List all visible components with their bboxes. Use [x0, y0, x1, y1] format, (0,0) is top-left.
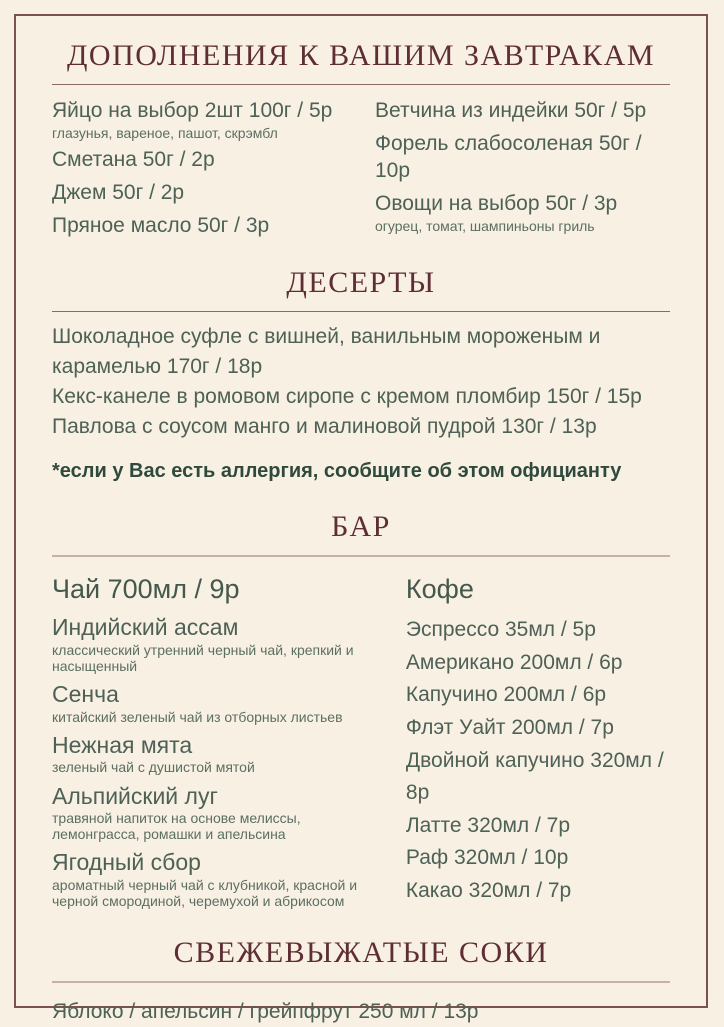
item-name: Пряное масло 50г / 3р	[52, 213, 270, 237]
breakfast-right-column	[375, 97, 670, 239]
section-divider	[52, 981, 670, 983]
item-description: классический утренний черный чай, крепкий и насыщенный	[52, 641, 354, 675]
section-divider	[52, 311, 670, 312]
allergy-note: *если у Вас есть аллергия, сообщите об этом официанту	[52, 459, 622, 482]
item-description: ароматный черный чай с клубникой, красной и черной смородиной, черемухой и абрикосом	[52, 876, 358, 910]
bar-columns	[52, 573, 670, 909]
section-divider	[52, 555, 670, 557]
section-bar	[52, 509, 670, 909]
menu-item	[52, 614, 392, 674]
item-name: Нежная мята	[52, 731, 193, 758]
tea-heading: Чай 700мл / 9р	[52, 573, 240, 604]
section-breakfast-additions	[52, 38, 670, 239]
section-juices	[52, 935, 670, 1026]
menu-item	[52, 783, 392, 843]
section-desserts	[52, 265, 670, 482]
section-title-breakfast-additions: ДОПОЛНЕНИЯ К ВАШИМ ЗАВТРАКАМ	[66, 39, 656, 72]
menu-item: Павлова с соусом манго и малиновой пудрой 130г / 13р	[52, 414, 597, 438]
section-title-desserts: ДЕСЕРТЫ	[286, 266, 436, 300]
menu-item: Американо 200мл / 6р	[405, 650, 623, 674]
menu-item: Двойной капучино 320мл / 8р	[405, 748, 664, 805]
section-divider	[52, 84, 670, 85]
section-title-bar: БАР	[331, 509, 391, 543]
item-description: огурец, томат, шампиньоны гриль	[375, 217, 595, 234]
menu-item	[52, 849, 392, 909]
item-name: Джем 50г / 2р	[52, 180, 185, 204]
dessert-items	[52, 322, 670, 441]
item-name: Форель слабосоленая 50г / 10р	[375, 131, 642, 183]
menu-item	[52, 681, 392, 725]
item-name: Сенча	[52, 681, 119, 708]
item-name: Яйцо на выбор 2шт 100г / 5р	[52, 99, 333, 122]
menu-item	[52, 97, 361, 141]
menu-item: Эспрессо 35мл / 5р	[405, 618, 596, 642]
section-title-juices: СВЕЖЕВЫЖАТЫЕ СОКИ	[173, 936, 549, 970]
coffee-heading: Кофе	[405, 573, 474, 604]
breakfast-columns	[52, 97, 670, 239]
item-name: Ветчина из индейки 50г / 5р	[375, 99, 647, 122]
breakfast-left-column	[52, 97, 361, 239]
item-name: Альпийский луг	[52, 782, 218, 809]
item-description: травяной напиток на основе мелиссы, лемонграсса, ромашки и апельсина	[52, 810, 301, 843]
tea-column	[52, 573, 392, 909]
menu-item	[52, 179, 361, 207]
menu-item	[52, 732, 392, 776]
item-name: Ягодный сбор	[52, 849, 201, 876]
item-name: Овощи на выбор 50г / 3р	[375, 192, 618, 216]
menu-item: Кекс-канеле в ромовом сиропе с кремом пломбир 150г / 15р	[52, 385, 642, 409]
menu-item	[52, 146, 361, 174]
menu-content	[14, 14, 708, 1024]
item-description: китайский зеленый чай из отборных листьев	[52, 708, 343, 725]
menu-item: Шоколадное суфле с вишней, ванильным мороженым и карамелью 170г / 18р	[52, 325, 601, 379]
menu-item	[375, 130, 670, 185]
menu-item	[52, 212, 361, 240]
menu-item: Яблоко / апельсин / грейпфрут 250 мл / 13р	[52, 1000, 479, 1024]
coffee-column	[406, 573, 670, 909]
menu-item	[375, 190, 670, 234]
item-description: зеленый чай с душистой мятой	[52, 759, 255, 776]
menu-item: Капучино 200мл / 6р	[405, 683, 607, 707]
menu-item: Раф 320мл / 10р	[405, 846, 569, 870]
item-name: Сметана 50г / 2р	[52, 148, 215, 172]
item-description: глазунья, вареное, пашот, скрэмбл	[52, 124, 278, 141]
menu-item: Флэт Уайт 200мл / 7р	[405, 716, 614, 740]
menu-item: Какао 320мл / 7р	[405, 878, 572, 902]
menu-item: Латте 320мл / 7р	[405, 813, 570, 837]
item-name: Индийский ассам	[52, 614, 239, 641]
menu-item	[375, 97, 670, 125]
